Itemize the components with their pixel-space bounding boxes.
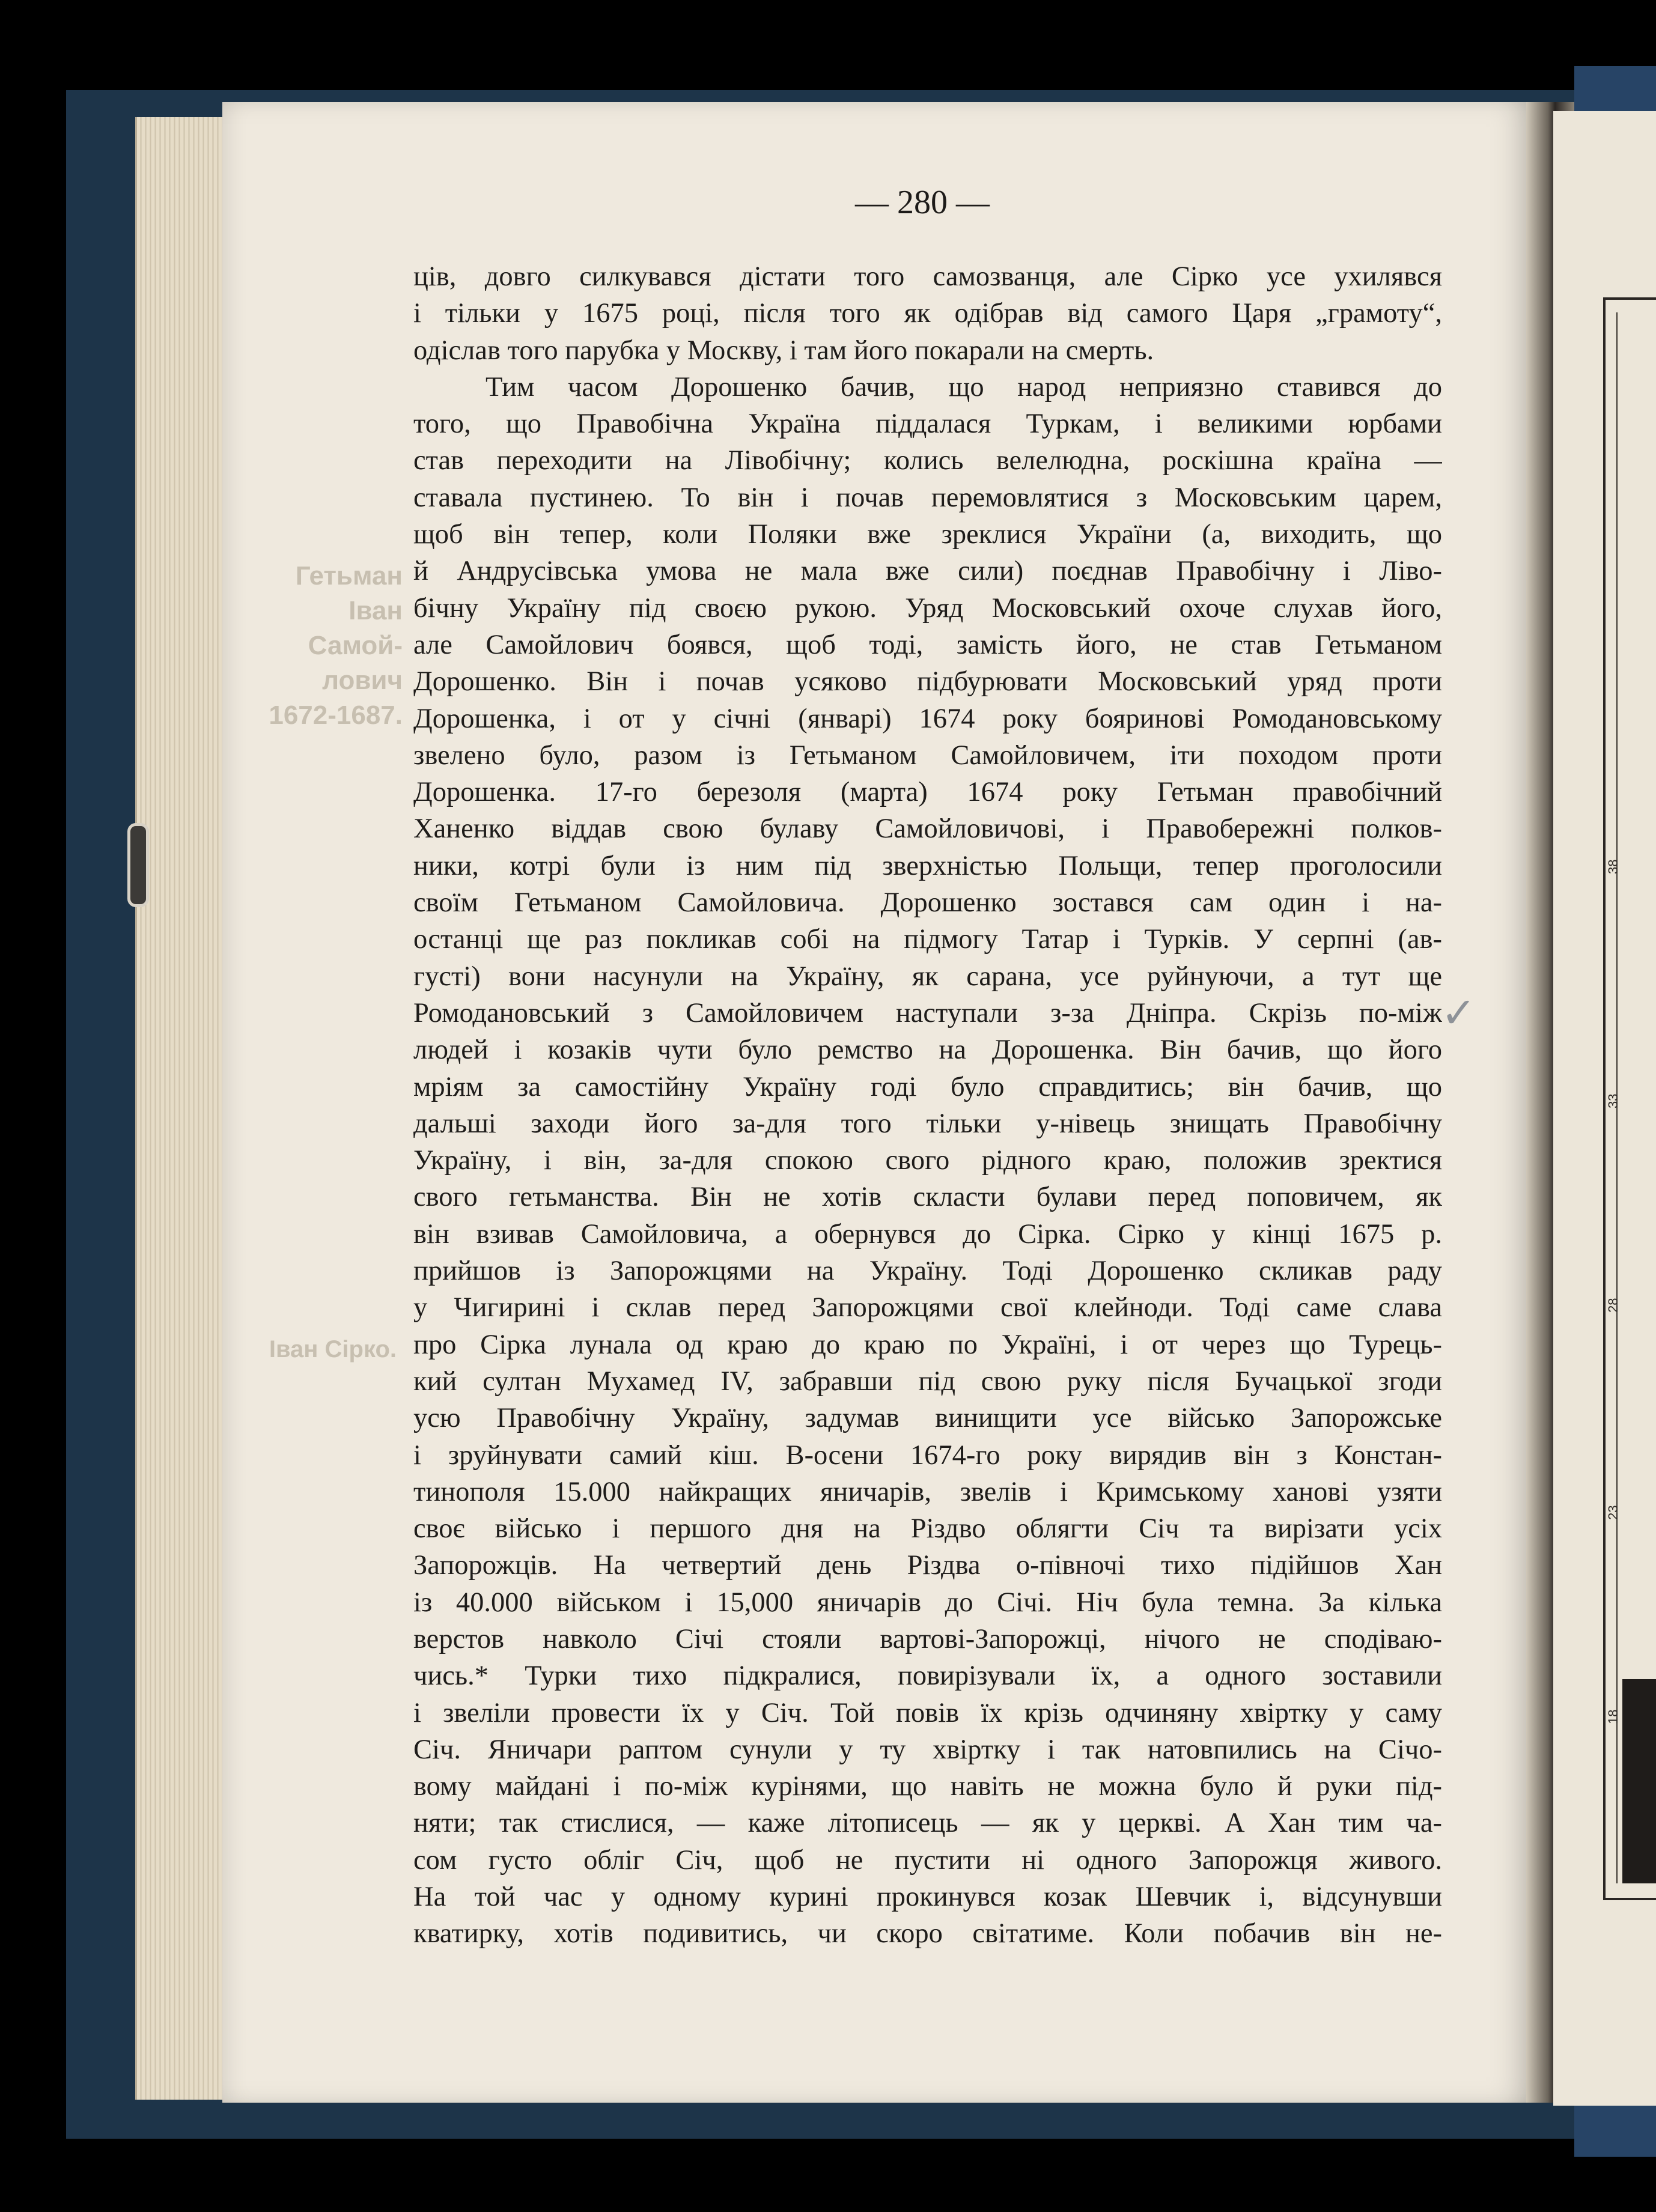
text-line [413,737,1442,774]
text-line [413,442,1442,479]
text-line-content: і тільки у 1675 році, після того як одібрав від самого Царя „грамоту“, [413,298,1442,329]
text-line-content: Дорошенко. Він і почав усяково підбурювати Московський уряд проти [413,666,1442,697]
text-line [413,516,1442,553]
text-line [413,332,1442,369]
text-line-content: Україну, і він, за-для спокою свого рідного краю, положив зректися [413,1145,1442,1176]
text-line [413,627,1442,663]
text-line-content: але Самойлович боявся, щоб тоді, замість його, не став Гетьманом [413,629,1442,660]
text-line [413,1474,1442,1510]
text-line-content: із 40.000 військом і 15,000 яничарів до Січі. Ніч була темна. За кілька [413,1587,1442,1618]
text-line [413,884,1442,921]
text-line [413,1216,1442,1253]
text-line [413,1253,1442,1289]
text-line [413,369,1442,406]
text-line-content: верстов навколо Січі стояли вартові-Запорожці, нічого не сподіваю- [413,1623,1442,1654]
text-line [413,553,1442,589]
text-line [413,1179,1442,1215]
text-line-content: звелено було, разом із Гетьманом Самойловичем, іти походом проти [413,740,1442,771]
text-line [413,406,1442,442]
margin-note-hetman: Гетьман Іван Самой- лович 1672-1687. [269,561,403,730]
text-line-content: того, що Правобічна Україна піддалася Туркам, і великими юрбами [413,409,1442,440]
text-line-content: людей і козаків чути було ремство на Дорошенка. Він бачив, що його [413,1035,1442,1066]
page-number: — 280 — [855,184,990,221]
text-line-content: Дорошенка. 17-го березоля (марта) 1674 року Гетьман правобічний [413,777,1442,808]
map-tick-label: 38 [1606,859,1621,874]
map-tick-label: 33 [1606,1093,1621,1108]
text-line-content: і зруйнувати самий кіш. В-осени 1674-го року вирядив він з Констан- [413,1439,1442,1471]
text-line [413,774,1442,810]
map-tick-label: 23 [1606,1505,1621,1520]
text-line-content: густі) вони насунули на Україну, як сарана, усе руйнуючи, а тут ще [413,961,1442,992]
text-line-content: ники, котрі були із ним під зверхністью Польщи, тепер проголосили [413,850,1442,881]
text-line [413,810,1442,847]
text-line [413,1805,1442,1841]
text-line [413,1510,1442,1547]
text-line [413,295,1442,332]
text-line [413,1584,1442,1621]
text-line-content: Січ. Яничари раптом сунули у ту хвіртку і так натовпились на Січо- [413,1734,1442,1765]
map-tick-label: 28 [1606,1298,1621,1313]
text-line-content: кватирку, хотів подивитись, чи скоро світатиме. Коли побачив він не- [413,1918,1442,1949]
text-line-content: своє військо і першого дня на Різдво облягти Січ та вирізати усіх [413,1513,1442,1545]
text-line-content: ставала пустинею. То він і почав перемовлятися з Московським царем, [413,482,1442,513]
text-line [413,1326,1442,1363]
text-line-content: мріям за самостійну Україну годі було справдитись; він бачив, що [413,1071,1442,1102]
text-line [413,479,1442,516]
text-line [413,700,1442,737]
text-line [413,1768,1442,1805]
text-line-content: Ханенко віддав свою булаву Самойловичові, і Правобережні полков- [413,813,1442,845]
text-line-content: ців, довго силкувався дістати того самозванця, але Сірко усе ухилявся [413,261,1442,292]
text-line-content: він взивав Самойловича, а обернувся до Сірка. Сірко у кінці 1675 р. [413,1218,1442,1250]
text-line-content: дальші заходи його за-для того тільки у-нівець знищать Правобічну [413,1108,1442,1139]
text-line [413,1915,1442,1952]
text-line-content: одіслав того парубка у Москву, і там його покарали на смерть. [413,335,1154,366]
text-line [413,1069,1442,1105]
text-line [413,258,1442,295]
text-line-content: останці ще раз покликав собі на підмогу Татар і Турків. У серпні (ав- [413,924,1442,955]
text-line-content: Дорошенка, і от у січні (январі) 1674 року бояринові Ромодановському [413,703,1442,734]
text-line-content: тинополя 15.000 найкращих яничарів, звелів і Кримському ханові узяти [413,1476,1442,1507]
text-line [413,1621,1442,1657]
text-line [413,995,1442,1032]
text-line-content: свого гетьманства. Він не хотів скласти булави перед поповичем, як [413,1182,1442,1213]
text-line-content: На той час у одному курині прокинувся козак Шевчик і, відсунувши [413,1882,1442,1913]
text-line-content: прийшов із Запорожцями на Україну. Тоді Дорошенко скликав раду [413,1256,1442,1287]
text-line [413,1547,1442,1584]
text-line [413,590,1442,627]
text-line [413,1105,1442,1142]
text-line [413,1842,1442,1879]
text-line [413,1400,1442,1436]
text-line [413,1032,1442,1068]
text-line-content: Ромодановський з Самойловичем наступали з-за Дніпра. Скрізь по-між [413,997,1442,1029]
text-line-content: про Сірка лунала од краю до краю по Україні, і от через що Турець- [413,1329,1442,1360]
text-line-content: своїм Гетьманом Самойловича. Дорошенко зостався сам один і на- [413,887,1442,919]
text-line [413,663,1442,700]
text-line [413,921,1442,958]
binding-clip [127,823,149,907]
map-inner-border [1616,312,1656,1883]
text-line-content: і звеліли провести їх у Січ. Той повів їх крізь одчиняну хвіртку у саму [413,1697,1442,1728]
text-line-content: чись.* Турки тихо підкралися, повирізували їх, а одного зоставили [413,1661,1442,1692]
text-line-content: щоб він тепер, коли Поляки вже зреклися України (а, виходить, що [413,519,1442,550]
text-line-content: кий султан Мухамед IV, забравши під свою руку після Бучацької згоди [413,1366,1442,1397]
map-tick-label: 18 [1606,1709,1621,1724]
text-line [413,1731,1442,1768]
text-line-content: у Чигирині і склав перед Запорожцями свої клейноди. Тоді саме слава [413,1292,1442,1323]
text-line-content: усю Правобічну Україну, задумав винищити усе військо Запорожське [413,1403,1442,1434]
text-line-content: няти; так стислися, — каже літописець — як у церкві. А Хан тим ча- [413,1808,1442,1839]
text-line [413,1879,1442,1915]
text-line-content: Тим часом Дорошенко бачив, що народ неприязно ставився до [486,371,1442,403]
text-line [413,1363,1442,1400]
pencil-check-mark: ✓ [1441,988,1476,1038]
page-edges [135,117,233,2100]
text-line [413,958,1442,995]
text-line-content: вому майдані і по-між курінями, що навіть не можна було й руки під- [413,1771,1442,1802]
text-line [413,1657,1442,1694]
text-line [413,1695,1442,1731]
map-dark-region [1622,1679,1656,1883]
margin-note-sirko: Іван Сірко. [269,1336,397,1363]
body-text [413,258,1442,1952]
text-line [413,1142,1442,1179]
text-line-content: й Андрусівська умова не мала вже сили) поєднав Правобічну і Ліво- [413,556,1442,587]
text-line [413,1437,1442,1474]
text-line-content: бічну Україну під своєю рукою. Уряд Московський охоче слухав його, [413,592,1442,624]
text-line-content: сом густо обліг Січ, щоб не пустити ні одного Запорожця живого. [413,1844,1442,1876]
text-line [413,848,1442,884]
text-line-content: став переходити на Лівобічну; колись велелюдна, роскішна країна — [413,445,1442,476]
text-line-content: Запорожців. На четвертий день Різдва о-півночі тихо підійшов Хан [413,1550,1442,1581]
text-line [413,1289,1442,1326]
